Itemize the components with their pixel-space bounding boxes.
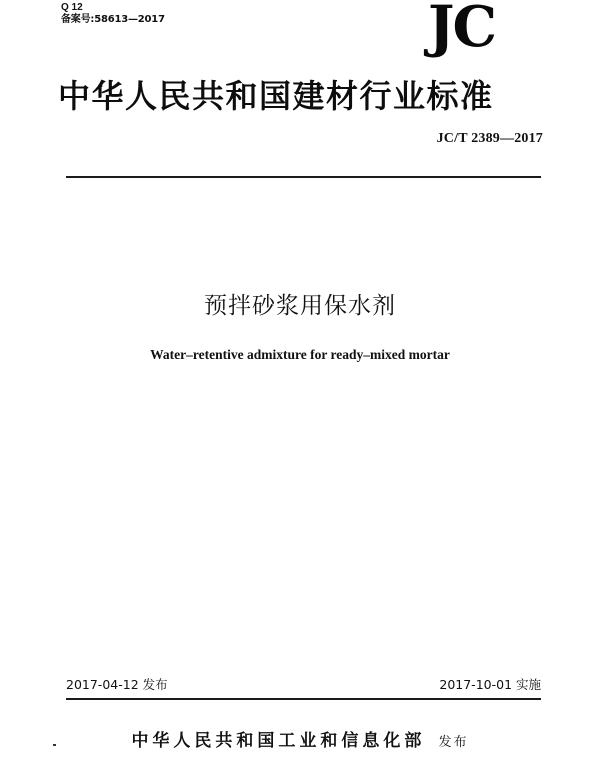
- document-title-en: Water–retentive admixture for ready–mixed mortar: [150, 347, 450, 362]
- bottom-divider: [66, 698, 541, 700]
- issuer-line: [0, 726, 600, 751]
- scan-speck: [53, 744, 56, 746]
- organization-title: 中华人民共和国建材行业标准: [58, 77, 494, 115]
- issue-date: 2017-04-12 发布: [66, 677, 168, 692]
- standard-number: JC/T 2389—2017: [436, 131, 543, 146]
- top-divider: [66, 176, 541, 178]
- record-number: 备案号:58613—2017: [61, 14, 165, 25]
- classification-code: Q 12: [61, 2, 83, 13]
- issuer-suffix: 发布: [438, 735, 469, 750]
- implementation-date: 2017-10-01 实施: [439, 677, 541, 692]
- document-title-cn: 预拌砂浆用保水剂: [204, 293, 396, 319]
- issuer-name: 中华人民共和国工业和信息化部: [131, 731, 426, 751]
- jc-logo: JC: [428, 0, 496, 60]
